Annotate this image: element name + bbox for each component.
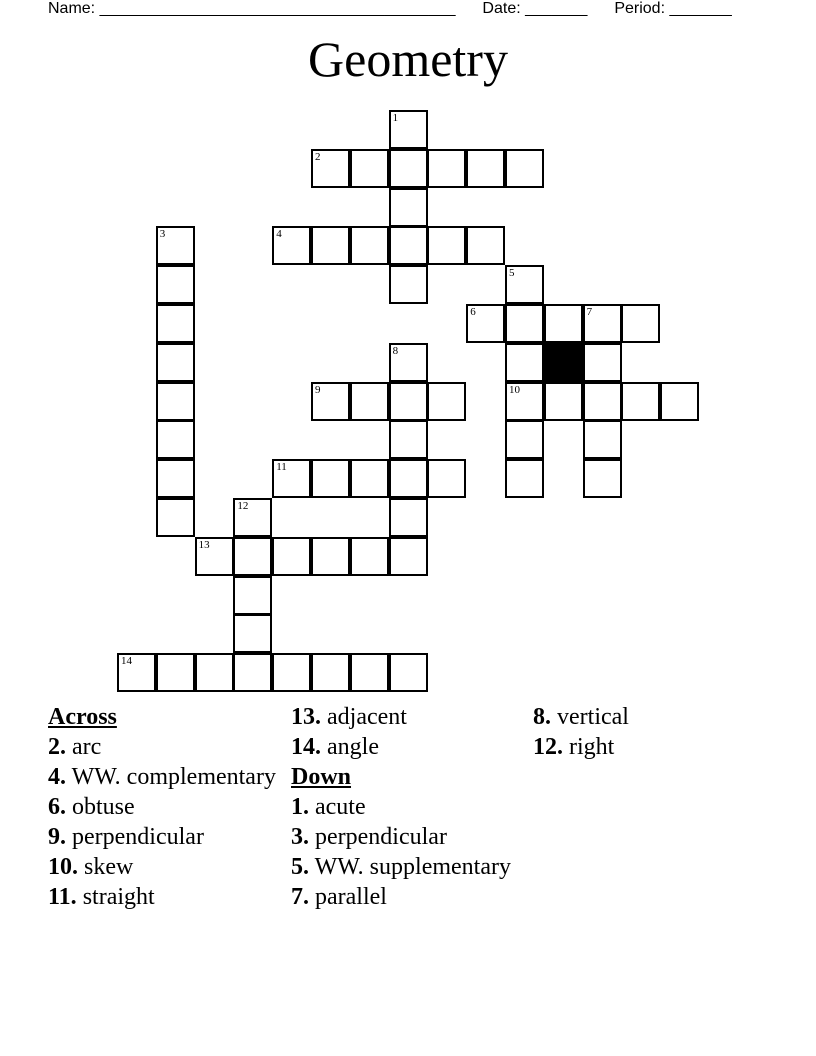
grid-cell[interactable]	[621, 382, 660, 421]
grid-cell[interactable]	[156, 653, 195, 692]
page-title: Geometry	[308, 31, 508, 87]
clue-down-5: 5. WW. supplementary	[291, 854, 511, 880]
grid-cell[interactable]	[389, 265, 428, 304]
grid-cell[interactable]	[311, 459, 350, 498]
grid-cell[interactable]	[350, 653, 389, 692]
clue-number: 1	[392, 112, 399, 124]
clue-column-2	[291, 702, 521, 912]
grid-cell[interactable]	[117, 653, 156, 692]
grid-cell[interactable]	[544, 304, 583, 343]
grid-cell[interactable]	[233, 576, 272, 615]
clue-across-4: 4. WW. complementary	[48, 764, 276, 790]
grid-cell[interactable]	[583, 343, 622, 382]
grid-cell[interactable]	[272, 459, 311, 498]
grid-cell[interactable]	[389, 226, 428, 265]
grid-cell[interactable]	[350, 459, 389, 498]
grid-cell[interactable]	[427, 459, 466, 498]
grid-cell[interactable]	[233, 653, 272, 692]
grid-cell[interactable]	[505, 343, 544, 382]
across-heading: Across	[48, 704, 117, 730]
clue-number: 8	[392, 344, 399, 357]
clue-across-11: 11. straight	[48, 884, 155, 910]
grid-cell[interactable]	[311, 149, 350, 188]
clue-number: 3	[159, 228, 166, 241]
clue-across-13: 13. adjacent	[291, 704, 407, 730]
grid-cell[interactable]	[311, 653, 350, 692]
clue-across-2: 2. arc	[48, 734, 102, 760]
grid-cell[interactable]	[272, 226, 311, 265]
grid-cell[interactable]	[272, 653, 311, 692]
grid-cell[interactable]	[233, 498, 272, 537]
clue-number: 5	[509, 267, 515, 280]
clue-number: 10	[509, 383, 520, 396]
grid-cell[interactable]	[389, 653, 428, 692]
grid-cell[interactable]	[156, 343, 195, 382]
clue-number: 6	[470, 306, 476, 318]
grid-cell[interactable]	[389, 149, 428, 188]
grid-cell[interactable]	[389, 420, 428, 459]
down-heading: Down	[291, 764, 352, 790]
grid-cell[interactable]	[156, 304, 195, 343]
grid-cell[interactable]	[660, 382, 699, 421]
grid-cell[interactable]	[505, 382, 544, 421]
clue-across-9: 9. perpendicular	[48, 824, 204, 850]
grid-cell[interactable]	[350, 149, 389, 188]
clue-down-3: 3. perpendicular	[291, 824, 447, 850]
grid-cell[interactable]	[466, 149, 505, 188]
clue-down-8: 8. vertical	[533, 704, 629, 730]
clue-number: 13	[198, 538, 210, 551]
clue-down-7: 7. parallel	[291, 884, 387, 910]
grid-cell[interactable]	[350, 537, 389, 576]
grid-cell[interactable]	[195, 537, 234, 576]
grid-cell[interactable]	[389, 382, 428, 421]
grid-cell[interactable]	[156, 382, 195, 421]
clue-down-12: 12. right	[533, 734, 615, 760]
grid-cell[interactable]	[272, 537, 311, 576]
grid-cell[interactable]	[466, 304, 505, 343]
grid-cell[interactable]	[583, 420, 622, 459]
grid-cell[interactable]	[156, 498, 195, 537]
clue-across-10: 10. skew	[48, 854, 134, 880]
date-field-line[interactable]: _______	[525, 0, 588, 17]
clue-number: 4	[276, 228, 282, 241]
grid-cell[interactable]	[505, 420, 544, 459]
grid-cell[interactable]	[389, 498, 428, 537]
clue-across-14: 14. angle	[291, 734, 379, 760]
grid-cell[interactable]	[389, 343, 428, 382]
clue-column-3	[533, 702, 763, 762]
grid-cell[interactable]	[311, 537, 350, 576]
grid-cell[interactable]	[389, 537, 428, 576]
grid-cell[interactable]	[156, 226, 195, 265]
clue-number: 14	[121, 655, 132, 668]
grid-cell[interactable]	[505, 149, 544, 188]
grid-cell[interactable]	[505, 265, 544, 304]
grid-cell[interactable]	[195, 653, 234, 692]
date-label: Date:	[482, 0, 521, 17]
name-label: Name:	[48, 0, 96, 17]
clue-number: 2	[315, 150, 321, 163]
grid-cell[interactable]	[583, 459, 622, 498]
grid-cell[interactable]	[156, 265, 195, 304]
clue-column-1	[48, 702, 278, 912]
grid-cell[interactable]	[505, 459, 544, 498]
grid-cell[interactable]	[156, 420, 195, 459]
grid-cell[interactable]	[427, 382, 466, 421]
grid-cell[interactable]	[389, 459, 428, 498]
clue-number: 7	[586, 306, 593, 318]
grid-cell[interactable]	[583, 304, 622, 343]
clue-down-1: 1. acute	[291, 794, 366, 820]
clue-number: 9	[315, 383, 321, 396]
grid-cell[interactable]	[389, 188, 428, 227]
grid-cell[interactable]	[427, 149, 466, 188]
grid-cell[interactable]	[156, 459, 195, 498]
grid-cell[interactable]	[544, 382, 583, 421]
grid-cell[interactable]	[427, 226, 466, 265]
grid-cell[interactable]	[621, 304, 660, 343]
clue-number: 12	[237, 500, 249, 512]
period-field-line[interactable]: _______	[669, 0, 732, 17]
grid-cell[interactable]	[505, 304, 544, 343]
grid-cell[interactable]	[350, 382, 389, 421]
grid-cell[interactable]	[466, 226, 505, 265]
period-label: Period:	[614, 0, 666, 17]
grid-cell[interactable]	[389, 110, 428, 149]
clue-number: 11	[276, 461, 287, 474]
grid-cell[interactable]	[233, 614, 272, 653]
grid-cell[interactable]	[583, 382, 622, 421]
name-field-line[interactable]: ________________________________________	[99, 0, 456, 17]
grid-cell[interactable]	[233, 537, 272, 576]
grid-cell[interactable]	[311, 226, 350, 265]
black-square	[544, 343, 583, 382]
grid-cell[interactable]	[311, 382, 350, 421]
grid-cell[interactable]	[350, 226, 389, 265]
clue-across-6: 6. obtuse	[48, 794, 135, 820]
